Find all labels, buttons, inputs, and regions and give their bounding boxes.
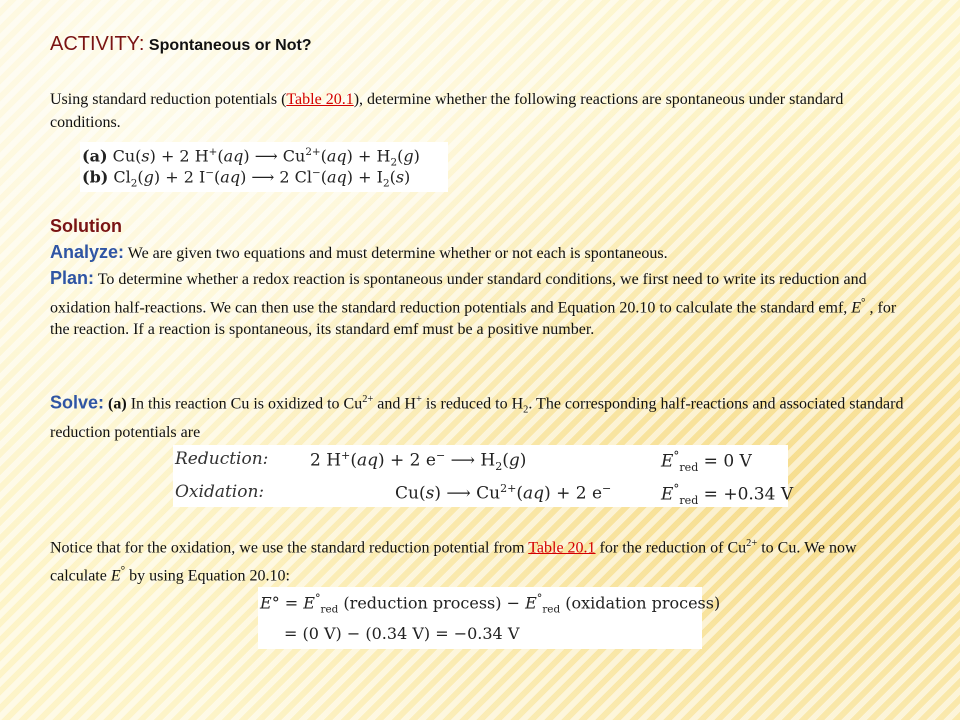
intro-paragraph [50, 89, 910, 134]
intro-text-end: ), determine whether the following reactions are spontaneous under standard conditions. [50, 91, 844, 131]
emf-calculation-box [258, 587, 721, 649]
reaction-a: (a) Cu(s) + 2 H+(aq) ⟶ $Cu^{2+}(aq) + H_2(g)$ [82, 146, 420, 169]
solve-text-1: In this reaction Cu is oxidized to Cu [126, 395, 363, 413]
solve-label: Solve: [50, 392, 105, 413]
analyze-label: Analyze: [50, 242, 125, 262]
oxidation-label: Oxidation: [175, 482, 265, 502]
notice-text-start: Notice that for the oxidation, we use the standard reduction potential from [50, 539, 529, 557]
reduction-potential: $E^\circ_{red} = 0$ V [661, 449, 752, 475]
reaction-b: (b) $Cl_2(g) + 2$ I−(aq) ⟶ 2 $Cl^-(aq) + I_2(s)$ [82, 167, 411, 190]
emf-equation-line1: $E^\circ = E^\circ_{red}$ (reduction process) − $E^\circ_{red}$ (oxidation process) [260, 592, 721, 616]
solve-text-2: and H [373, 395, 416, 413]
reaction-a-label: (a) [82, 146, 108, 166]
plan-text: To determine whether a redox reaction is spontaneous under standard conditions, we first need to write its reduction and oxidation half-reactions. We can then use the standard reduction potentials and Equation 20.10 to calculate the standard emf, [50, 271, 867, 316]
notice-text-end: by using Equation 20.10: [125, 567, 290, 585]
emf-line1-part-a: (reduction process) − [343, 593, 526, 613]
solution-heading: Solution [50, 216, 122, 236]
table-link-2[interactable]: Table 20.1 [528, 539, 596, 557]
reduction-potential-value: 0 V [723, 451, 752, 472]
notice-text-after: to Cu. We now calculate [50, 539, 857, 585]
oxidation-potential-value: +0.34 V [723, 484, 794, 505]
analyze-text: We are given two equations and must determine whether or not each is spontaneous. [124, 245, 668, 262]
notice-paragraph: Notice that for the oxidation, we use the standard reduction potential from Table 20.1 for the reduction of $Cu^{2+}$ to Cu. We now calculate E° by using Equation 20.10: [50, 538, 857, 585]
solve-text-4: . The corresponding half-reactions and associated standard reduction potentials are [50, 395, 904, 442]
reactions-box [80, 142, 448, 192]
intro-text-start: Using standard reduction potentials ( [50, 91, 287, 108]
notice-text-middle: for the reduction of Cu [595, 539, 747, 557]
plan-label: Plan: [50, 268, 95, 288]
slide-title [50, 33, 312, 56]
activity-label: ACTIVITY: [50, 33, 145, 55]
table-link[interactable]: Table 20.1 [286, 91, 354, 108]
activity-topic: Spontaneous or Not? [144, 37, 312, 54]
emf-equation-line2: = (0 V) − (0.34 V) = −0.34 V [284, 624, 520, 643]
solve-text-3: is reduced to H [421, 395, 524, 413]
plan-text-end: , for the reaction. If a reaction is spontaneous, its standard emf must be a positive number. [50, 298, 897, 339]
solve-paragraph: Solve: (a) In this reaction Cu is oxidized to $Cu^{2+}$ and H+ is reduced to $H_2$. The corresponding half-reactions and associated standard reduction potentials are [50, 392, 904, 442]
half-reactions-box [173, 445, 794, 508]
reduction-equation: 2 H+(aq) + 2 e− ⟶ $H_2(g)$ [310, 449, 527, 474]
analyze-paragraph [50, 241, 910, 266]
reduction-label: Reduction: [175, 449, 269, 469]
solve-part-a: (a) [108, 395, 127, 413]
emf-line1-part-b: (oxidation process) [565, 593, 721, 613]
oxidation-potential: $E^\circ_{red} = +0.34$ V [661, 482, 794, 508]
oxidation-equation: Cu(s) ⟶ $Cu^{2+}(aq) + 2$ e− [395, 482, 612, 504]
reaction-b-label: (b) [82, 167, 109, 187]
plan-paragraph: Plan: To determine whether a redox reaction is spontaneous under standard conditions, we first need to write its reduction and oxidation half-reactions. We can then use the standard reduction potentials and Equation 20.10 to calculate the standard emf, E° , for the reaction. If a reaction is spontaneous, its standard emf must be a positive number. [50, 268, 897, 339]
